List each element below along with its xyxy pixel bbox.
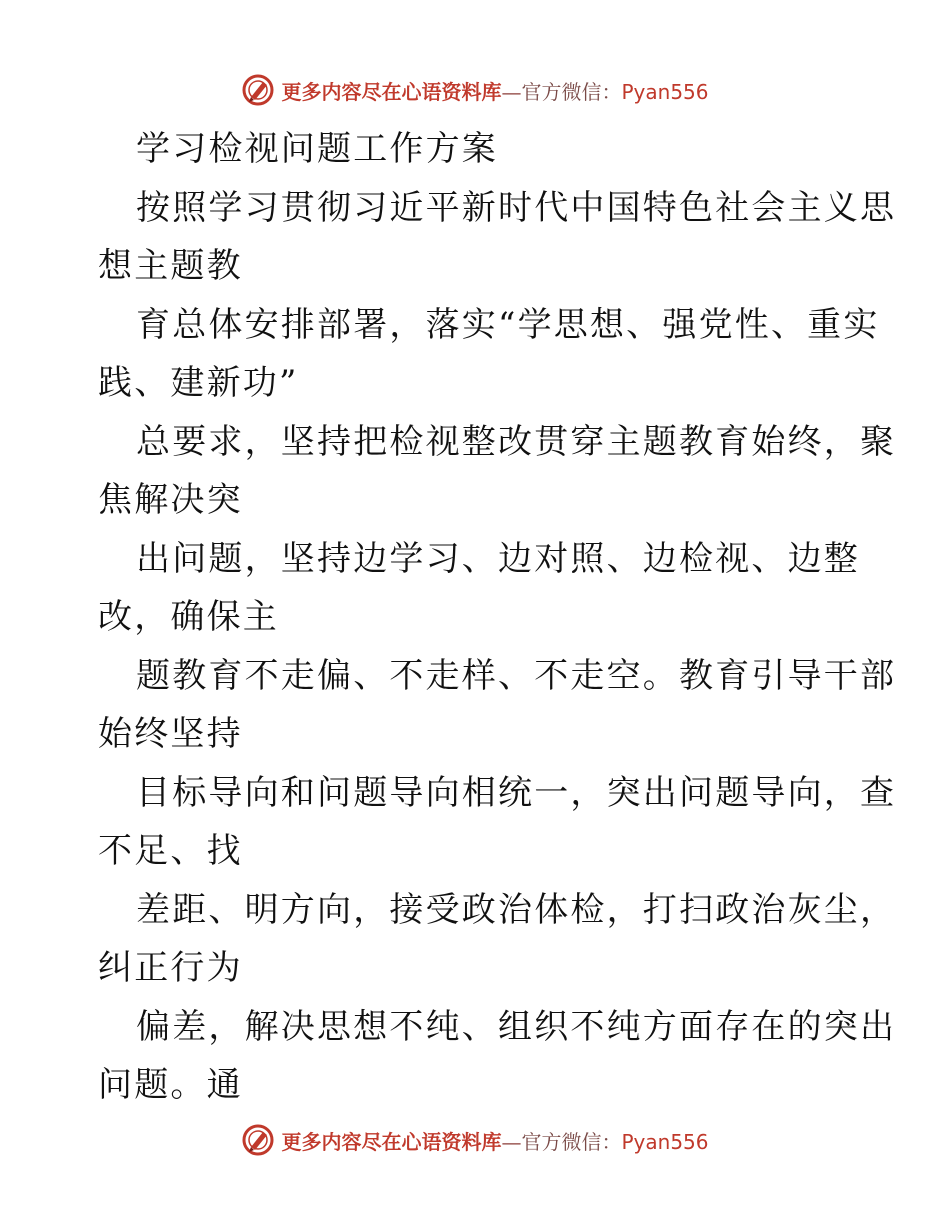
paragraph-line: 差距、明方向，接受政治体检，打扫政治灰尘， xyxy=(136,889,897,930)
paragraph-line: 纠正行为 xyxy=(98,948,243,988)
paragraph-line: 题教育不走偏、不走样、不走空。教育引导干部 xyxy=(136,655,897,696)
banner-site-name: 更多内容尽在心语资料库 xyxy=(281,1129,502,1154)
header-banner xyxy=(0,70,950,110)
pen-nib-circle-icon xyxy=(241,1123,275,1157)
pen-nib-circle-icon xyxy=(241,73,275,107)
paragraph-line: 始终坚持 xyxy=(98,714,243,754)
paragraph-line: 不足、找 xyxy=(98,831,243,871)
footer-banner-text xyxy=(281,1126,708,1155)
header-banner-inner xyxy=(241,73,708,107)
document-body xyxy=(98,120,897,1115)
paragraph-line: 焦解决突 xyxy=(98,480,243,520)
document-title: 学习检视问题工作方案 xyxy=(136,129,498,169)
banner-wechat-id: Pyan556 xyxy=(621,1129,709,1154)
header-banner-text xyxy=(281,76,708,105)
banner-wechat-id: Pyan556 xyxy=(621,79,709,104)
paragraph-line: 按照学习贯彻习近平新时代中国特色社会主义思 xyxy=(136,187,897,228)
paragraph-line: 育总体安排部署，落实“学思想、强党性、重实 xyxy=(136,304,880,345)
footer-banner-inner xyxy=(241,1123,708,1157)
banner-dash: — xyxy=(501,79,522,104)
paragraph-line: 想主题教 xyxy=(98,246,243,286)
paragraph-line: 改，确保主 xyxy=(98,597,279,637)
footer-banner xyxy=(0,1120,950,1160)
paragraph-line: 偏差，解决思想不纯、组织不纯方面存在的突出 xyxy=(136,1006,897,1047)
paragraph-line: 总要求，坚持把检视整改贯穿主题教育始终，聚 xyxy=(136,421,897,462)
paragraph-line: 目标导向和问题导向相统一，突出问题导向，查 xyxy=(136,772,897,813)
banner-dash: — xyxy=(501,1129,522,1154)
paragraph-line: 出问题，坚持边学习、边对照、边检视、边整 xyxy=(136,538,860,579)
banner-site-name: 更多内容尽在心语资料库 xyxy=(281,79,502,104)
paragraph-line: 践、建新功” xyxy=(98,363,299,403)
banner-wechat-label: 官方微信： xyxy=(521,1129,622,1154)
banner-wechat-label: 官方微信： xyxy=(521,79,622,104)
paragraph-line: 问题。通 xyxy=(98,1065,243,1105)
